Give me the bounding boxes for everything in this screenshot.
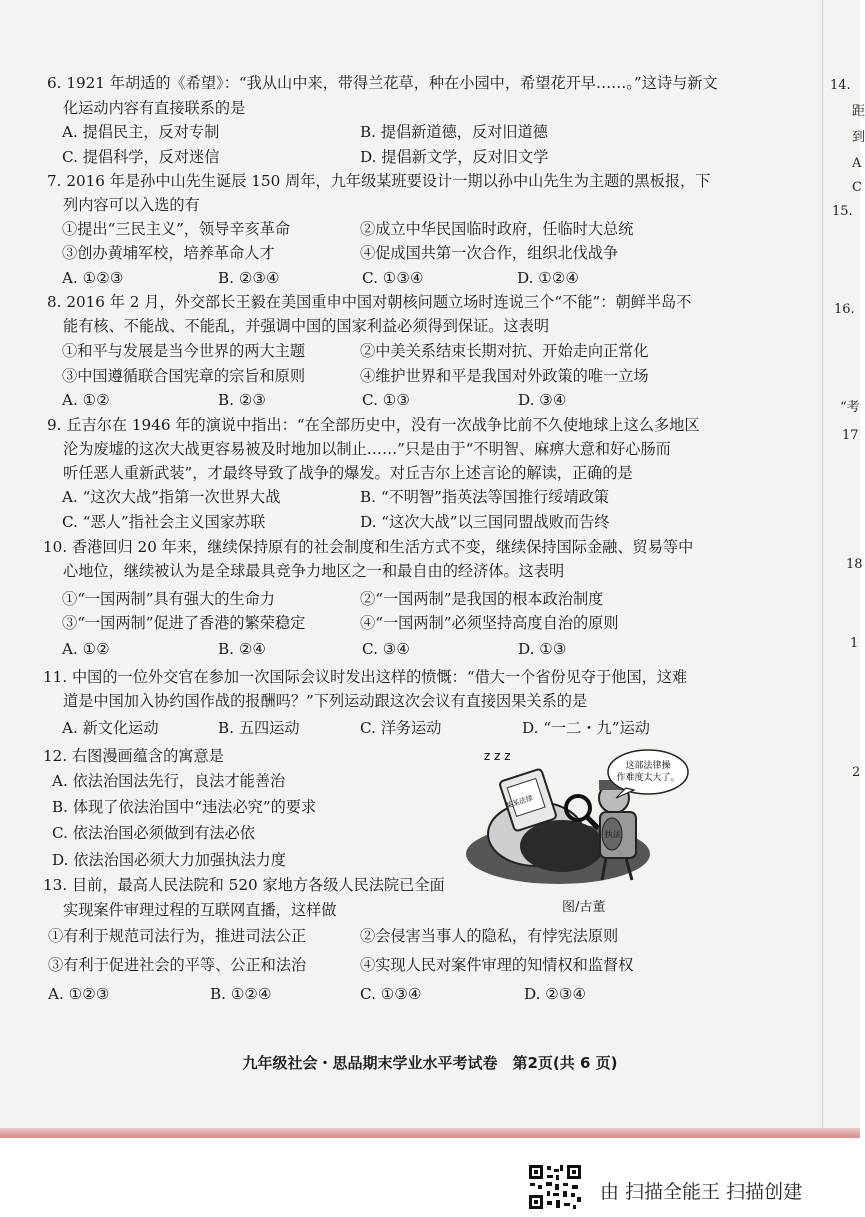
q13-item-3: ③有利于促进社会的平等、公正和法治 — [48, 956, 307, 974]
cartoon-caption: 图/古董 — [562, 900, 606, 915]
right-qnum-16: 16. — [834, 302, 855, 317]
q7-option-d: D. ①②④ — [517, 269, 580, 287]
page-fold-edge — [822, 0, 823, 1138]
q12-option-b: B. 体现了依法治国中“违法必究”的要求 — [52, 798, 317, 816]
right-fragment-5: “考 — [840, 400, 860, 415]
q9-option-b: B. “不明智”指英法等国推行绥靖政策 — [360, 488, 609, 506]
q9-option-d: D. “这次大战”以三国同盟战败而告终 — [360, 513, 610, 531]
q13-item-1: ①有利于规范司法行为，推进司法公正 — [48, 927, 307, 945]
q8-option-b: B. ②③ — [218, 391, 267, 409]
q13-item-4: ④实现人民对案件审理的知情权和监督权 — [360, 956, 634, 974]
q7-item-4: ④促成国共第一次合作，组织北伐战争 — [360, 244, 619, 262]
q8-item-1: ①和平与发展是当今世界的两大主题 — [62, 342, 305, 360]
q13-option-b: B. ①②④ — [210, 985, 272, 1003]
q10-stem-line2: 心地位，继续被认为是全球最具竞争力地区之一和最自由的经济体。这表明 — [63, 562, 565, 580]
q7-option-b: B. ②③④ — [218, 269, 280, 287]
q8-item-2: ②中美关系结束长期对抗、开始走向正常化 — [360, 342, 649, 360]
q12-option-d: D. 依法治国必须大力加强执法力度 — [52, 851, 286, 869]
right-fragment-1: 距 — [852, 104, 865, 119]
q7-stem-line1: 7. 2016 年是孙中山先生诞辰 150 周年，九年级某班要设计一期以孙中山先生为主题的黑板报，下 — [47, 172, 711, 190]
q8-option-d: D. ③④ — [518, 391, 567, 409]
cartoon-zzz: z z z — [484, 749, 511, 763]
q8-option-c: C. ①③ — [362, 391, 410, 409]
q9-option-c: C. “恶人”指社会主义国家苏联 — [62, 513, 266, 531]
q13-stem-line1: 13. 目前，最高人民法院和 520 家地方各级人民法院已全面 — [43, 876, 445, 894]
page-footer: 九年级社会・思品期末学业水平考试卷 第2页(共 6 页) — [242, 1054, 618, 1072]
q7-item-3: ③创办黄埔军校，培养革命人才 — [62, 244, 275, 262]
q6-option-a: A. 提倡民主，反对专制 — [62, 123, 220, 141]
q6-option-b: B. 提倡新道德，反对旧道德 — [360, 123, 548, 141]
right-fragment-2: 到 — [852, 130, 865, 145]
q7-item-2: ②成立中华民国临时政府，任临时大总统 — [360, 220, 634, 238]
q13-option-a: A. ①②③ — [48, 985, 110, 1003]
q10-option-d: D. ①③ — [518, 640, 567, 658]
q11-option-d: D. “一二・九”运动 — [522, 719, 650, 737]
q11-stem-line2: 道是中国加入协约国作战的报酬吗？”下列运动跟这次会议有直接因果关系的是 — [63, 692, 588, 710]
q7-stem-line2: 列内容可以入选的有 — [63, 196, 200, 214]
cartoon-illustration — [466, 742, 688, 890]
q13-option-c: C. ①③④ — [360, 985, 422, 1003]
q8-option-a: A. ①② — [62, 391, 110, 409]
right-qnum-18: 18 — [846, 557, 863, 572]
q6-option-c: C. 提倡科学，反对迷信 — [62, 148, 220, 166]
right-fragment-3: A — [852, 156, 862, 171]
q10-option-c: C. ③④ — [362, 640, 410, 658]
q13-stem-line2: 实现案件审理过程的互联网直播，这样做 — [63, 901, 337, 919]
right-qnum-17: 17 — [842, 428, 859, 443]
q8-item-4: ④维护世界和平是我国对外政策的唯一立场 — [360, 367, 649, 385]
q12-option-a: A. 依法治国法先行，良法才能善治 — [52, 772, 286, 790]
q11-option-c: C. 洋务运动 — [360, 719, 442, 737]
q9-stem-line3: 听任恶人重新武装”，才最终导致了战争的爆发。对丘吉尔上述言论的解读，正确的是 — [63, 464, 633, 482]
q10-option-b: B. ②④ — [218, 640, 267, 658]
q13-item-2: ②会侵害当事人的隐私，有悖宪法原则 — [360, 927, 619, 945]
right-qnum-15: 15. — [832, 204, 853, 219]
q11-option-a: A. 新文化运动 — [62, 719, 159, 737]
q6-option-d: D. 提倡新文学，反对旧文学 — [360, 148, 549, 166]
q6-stem-line1: 6. 1921 年胡适的《希望》：“我从山中来，带得兰花草，种在小园中，希望花开早……。”这诗与新文 — [47, 74, 718, 92]
cartoon-speech-line2: 作难度太大了。 — [616, 773, 680, 783]
right-fragment-4: C — [852, 180, 862, 195]
q10-item-3: ③“一国两制”促进了香港的繁荣稳定 — [62, 614, 306, 632]
q10-stem-line1: 10. 香港回归 20 年来，继续保持原有的社会制度和生活方式不变，继续保持国际金融、贸易等中 — [43, 538, 694, 556]
q13-option-d: D. ②③④ — [524, 985, 587, 1003]
q6-stem-line2: 化运动内容有直接联系的是 — [63, 99, 246, 117]
scanner-watermark-text: 由 扫描全能王 扫描创建 — [600, 1181, 803, 1203]
q9-option-a: A. “这次大战”指第一次世界大战 — [62, 488, 281, 506]
cartoon-book-label: 某某法律 — [504, 793, 534, 811]
q7-item-1: ①提出“三民主义”，领导辛亥革命 — [62, 220, 291, 238]
q8-stem-line2: 能有核、不能战、不能乱，并强调中国的国家利益必须得到保证。这表明 — [63, 317, 549, 335]
right-qnum-14: 14. — [830, 78, 851, 93]
q12-option-c: C. 依法治国必须做到有法必依 — [52, 824, 255, 842]
q12-stem: 12. 右图漫画蕴含的寓意是 — [43, 747, 224, 765]
q10-option-a: A. ①② — [62, 640, 110, 658]
q11-option-b: B. 五四运动 — [218, 719, 300, 737]
q7-option-a: A. ①②③ — [62, 269, 124, 287]
right-qnum-19: 1 — [850, 636, 859, 651]
q11-stem-line1: 11. 中国的一位外交官在参加一次国际会议时发出这样的愤慨：“借大一个省份见夺于他国，这难 — [43, 668, 688, 686]
q10-item-2: ②“一国两制”是我国的根本政治制度 — [360, 590, 604, 608]
cartoon-speech-line1: 这部法律操 — [625, 761, 671, 771]
q9-stem-line1: 9. 丘吉尔在 1946 年的演说中指出：“在全部历史中，没有一次战争比前不久使地球上这么多地区 — [47, 416, 700, 434]
cartoon-figure-label: 执法 — [605, 830, 621, 839]
qr-code-icon — [527, 1163, 583, 1211]
q8-stem-line1: 8. 2016 年 2 月，外交部长王毅在美国重申中国对朝核问题立场时连说三个“不能”：朝鲜半岛不 — [47, 293, 692, 311]
q10-item-1: ①“一国两制”具有强大的生命力 — [62, 590, 275, 608]
q8-item-3: ③中国遵循联合国宪章的宗旨和原则 — [62, 367, 305, 385]
q9-stem-line2: 沦为废墟的这次大战更容易被及时地加以制止……”只是由于“不明智、麻痹大意和好心肠而 — [63, 440, 671, 458]
q7-option-c: C. ①③④ — [362, 269, 424, 287]
q10-item-4: ④“一国两制”必须坚持高度自治的原则 — [360, 614, 619, 632]
right-qnum-20: 2 — [852, 765, 861, 780]
